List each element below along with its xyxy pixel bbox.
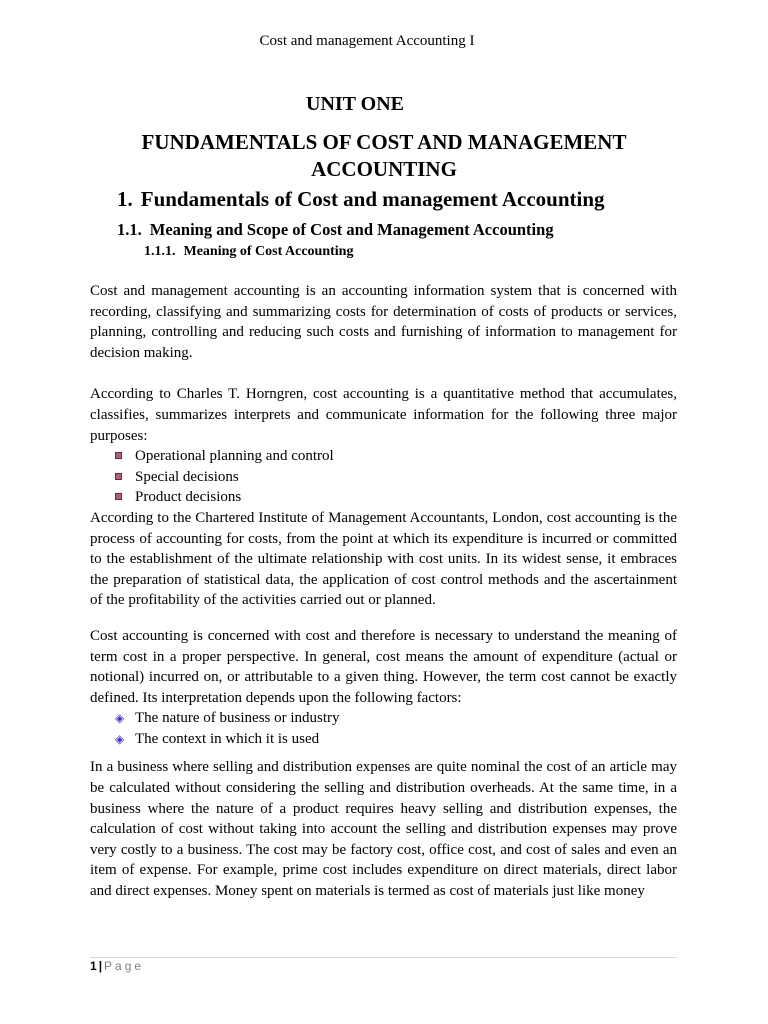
heading-1-number: 1. (117, 187, 133, 211)
paragraph-definition: Cost and management accounting is an accounting information system that is concerned with recording, classifying and summarizing costs for determination of costs of products or services, planning, controlling and reducing such costs and furnishing of information to management for decision making. (90, 283, 677, 361)
heading-3-text: Meaning of Cost Accounting (183, 244, 354, 259)
square-bullet-icon (115, 493, 122, 500)
diamond-bullet-icon: ◈ (115, 731, 125, 746)
paragraph-selling-distribution: In a business where selling and distribution expenses are quite nominal the cost of an article may be calculated without considering the selling and distribution overheads. At the same time, in a business where the nature of a product requires heavy selling and distribution expenses, the calculation of cost without taking into account the selling and distribution expenses may prove very costly to a business. The cost may be factory cost, office cost, and cost of sales and even an item of expense. For example, prime cost includes expenditure on direct materials, direct labor and direct expenses. Money spent on materials is termed as cost of materials just like money (90, 759, 677, 900)
footer-separator: | (98, 959, 103, 973)
page-label: Page (104, 959, 145, 973)
paragraph-cima: According to the Chartered Institute of Management Accountants, London, cost accounting is the process of accounting for costs, from the point at which its expenditure is incurred or committed to the establishment of the ultimate relationship with cost units. In its widest sense, it embraces the preparation of statistical data, the application of cost control methods and the ascertainment of the profitability of the activities carried out or planned. (90, 509, 677, 609)
body-text (90, 281, 677, 902)
unit-subtitle: FUNDAMENTALS OF COST AND MANAGEMENT ACCOUNTING (141, 130, 627, 181)
heading-3-number: 1.1.1. (144, 244, 176, 259)
heading-1-text: Fundamentals of Cost and management Accounting (140, 187, 605, 211)
footer-divider (90, 957, 677, 958)
purposes-list (90, 446, 677, 508)
page-number: 1 (90, 959, 97, 973)
heading-level-1 (117, 187, 717, 212)
heading-2-number: 1.1. (117, 220, 142, 239)
square-bullet-icon (115, 473, 122, 480)
heading-2-text: Meaning and Scope of Cost and Management Accounting (149, 220, 554, 239)
list-item: Product decisions (90, 487, 677, 508)
list-item: Operational planning and control (90, 446, 677, 467)
unit-title: UNIT ONE (306, 93, 404, 115)
diamond-bullet-icon: ◈ (115, 711, 125, 726)
paragraph-horngren: According to Charles T. Horngren, cost accounting is a quantitative method that accumulates, classifies, summarizes interprets and communicate information for the following three major purposes: (90, 386, 677, 444)
list-item: Special decisions (90, 467, 677, 488)
page-footer (90, 959, 144, 973)
list-item: ◈ The context in which it is used (115, 730, 320, 747)
heading-level-2 (117, 220, 717, 240)
square-bullet-icon (115, 452, 122, 459)
paragraph-cost-meaning: Cost accounting is concerned with cost and therefore is necessary to understand the meaning of term cost in a proper perspective. In general, cost means the amount of expenditure (actual or notional) incurred on, or attributable to a given thing. However, the term cost cannot be exactly defined. Its interpretation depends upon the following factors: (90, 627, 677, 706)
list-item: ◈ The nature of business or industry (115, 710, 340, 727)
heading-level-3 (144, 244, 704, 260)
factors-list (90, 708, 677, 749)
running-header: Cost and management Accounting I (259, 33, 475, 49)
